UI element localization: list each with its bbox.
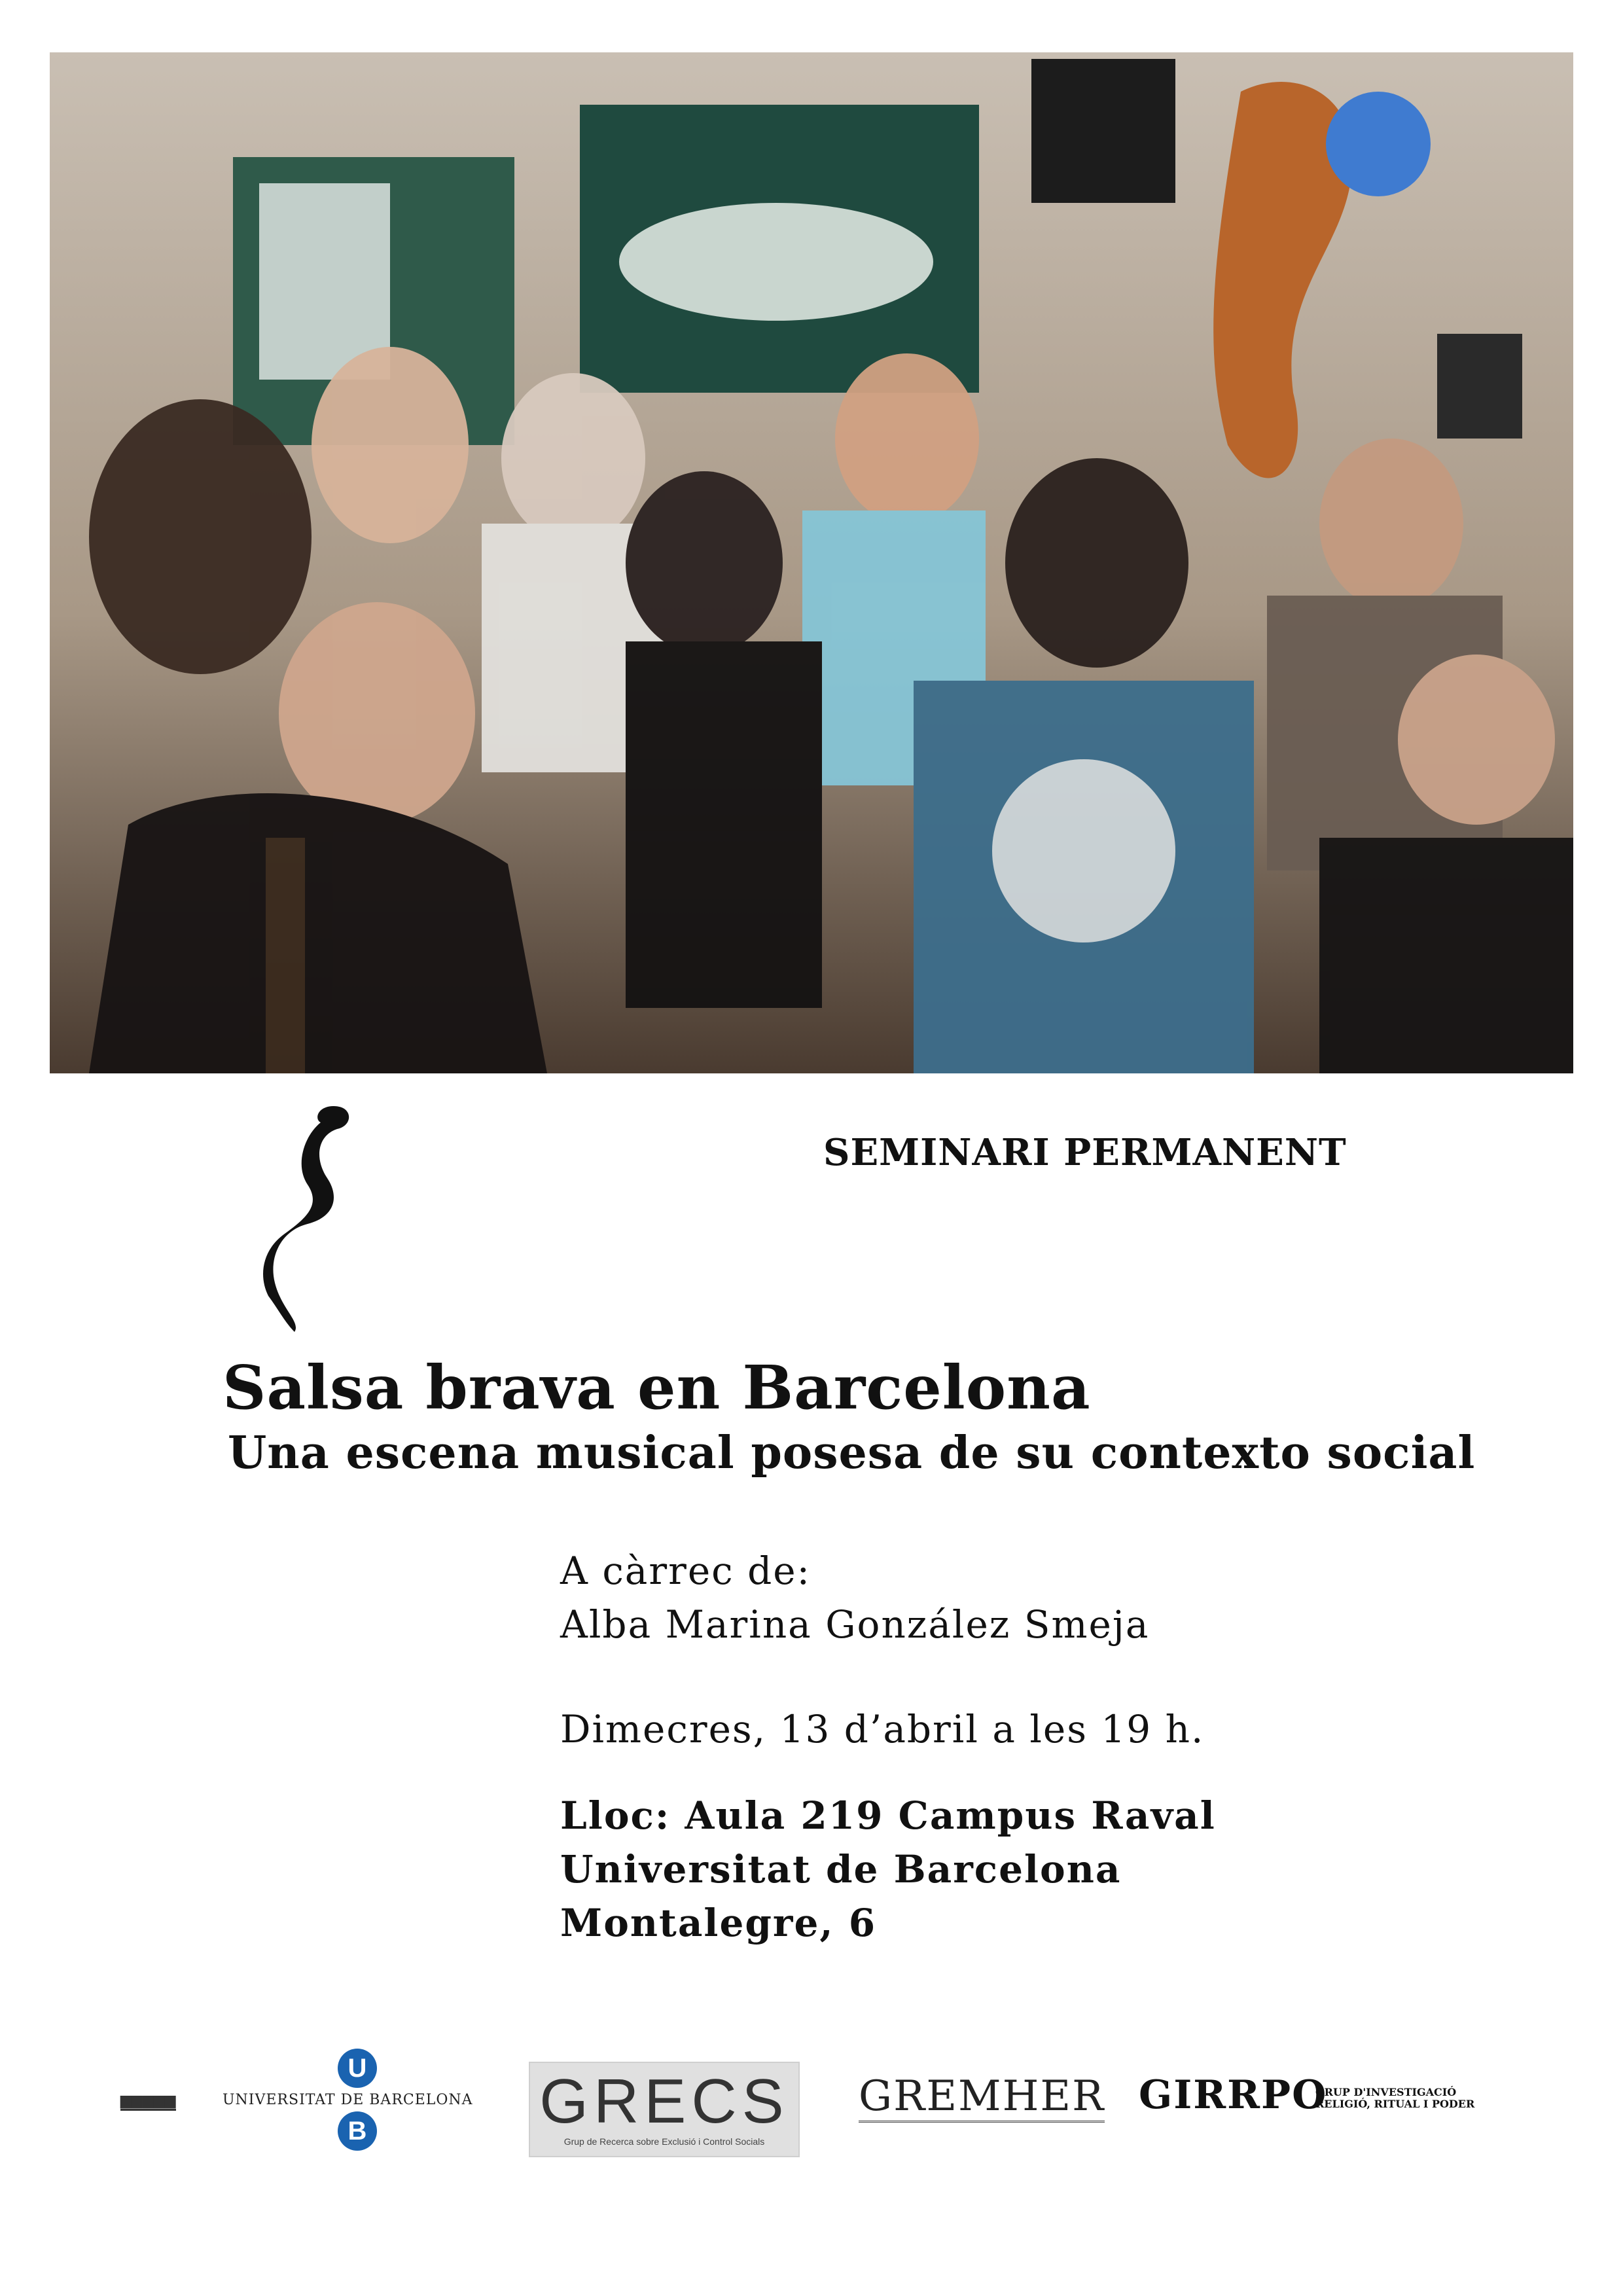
grecs-logo	[529, 2062, 800, 2157]
girrpo-logo	[1139, 2072, 1505, 2138]
grecs-tagline: Grup de Recerca sobre Exclusió i Control Socials	[563, 2136, 765, 2147]
event-subtitle: Una escena musical posesa de su contexto social	[228, 1427, 1476, 1479]
speaker	[1031, 59, 1175, 203]
beer-bottle	[266, 838, 305, 1073]
venue-line: Montalegre, 6	[560, 1901, 877, 1945]
event-title: Salsa brava en Barcelona	[223, 1352, 1091, 1423]
party-photo-illustration	[50, 52, 1573, 1073]
venue-line: Lloc: Aula 219 Campus Raval	[560, 1793, 1216, 1838]
seminar-label: SEMINARI PERMANENT	[823, 1131, 1347, 1174]
grecs-name: GRECS	[539, 2066, 789, 2136]
small-institution-logo: ▆▆▆▆▆	[120, 2092, 176, 2111]
venue-line: Universitat de Barcelona	[560, 1847, 1122, 1892]
ub-name: UNIVERSITAT DE BARCELONA	[223, 2092, 473, 2108]
ub-u-emblem: U	[338, 2049, 377, 2088]
speaker-name: Alba Marina González Smeja	[560, 1602, 1150, 1647]
ub-b-emblem: B	[338, 2111, 377, 2151]
speaker-label: A càrrec de:	[560, 1549, 812, 1593]
gremher-logo: GREMHER	[859, 2072, 1105, 2123]
dancer-logo-icon	[255, 1100, 360, 1335]
girrpo-name: GIRRPO	[1139, 2072, 1328, 2118]
event-photo	[50, 52, 1573, 1073]
girrpo-tagline: GRUP D'INVESTIGACIÓ RELIGIÓ, RITUAL I PODER	[1315, 2086, 1475, 2110]
event-date: Dimecres, 13 d’abril a les 19 h.	[560, 1707, 1205, 1751]
ub-logo	[223, 2049, 497, 2147]
